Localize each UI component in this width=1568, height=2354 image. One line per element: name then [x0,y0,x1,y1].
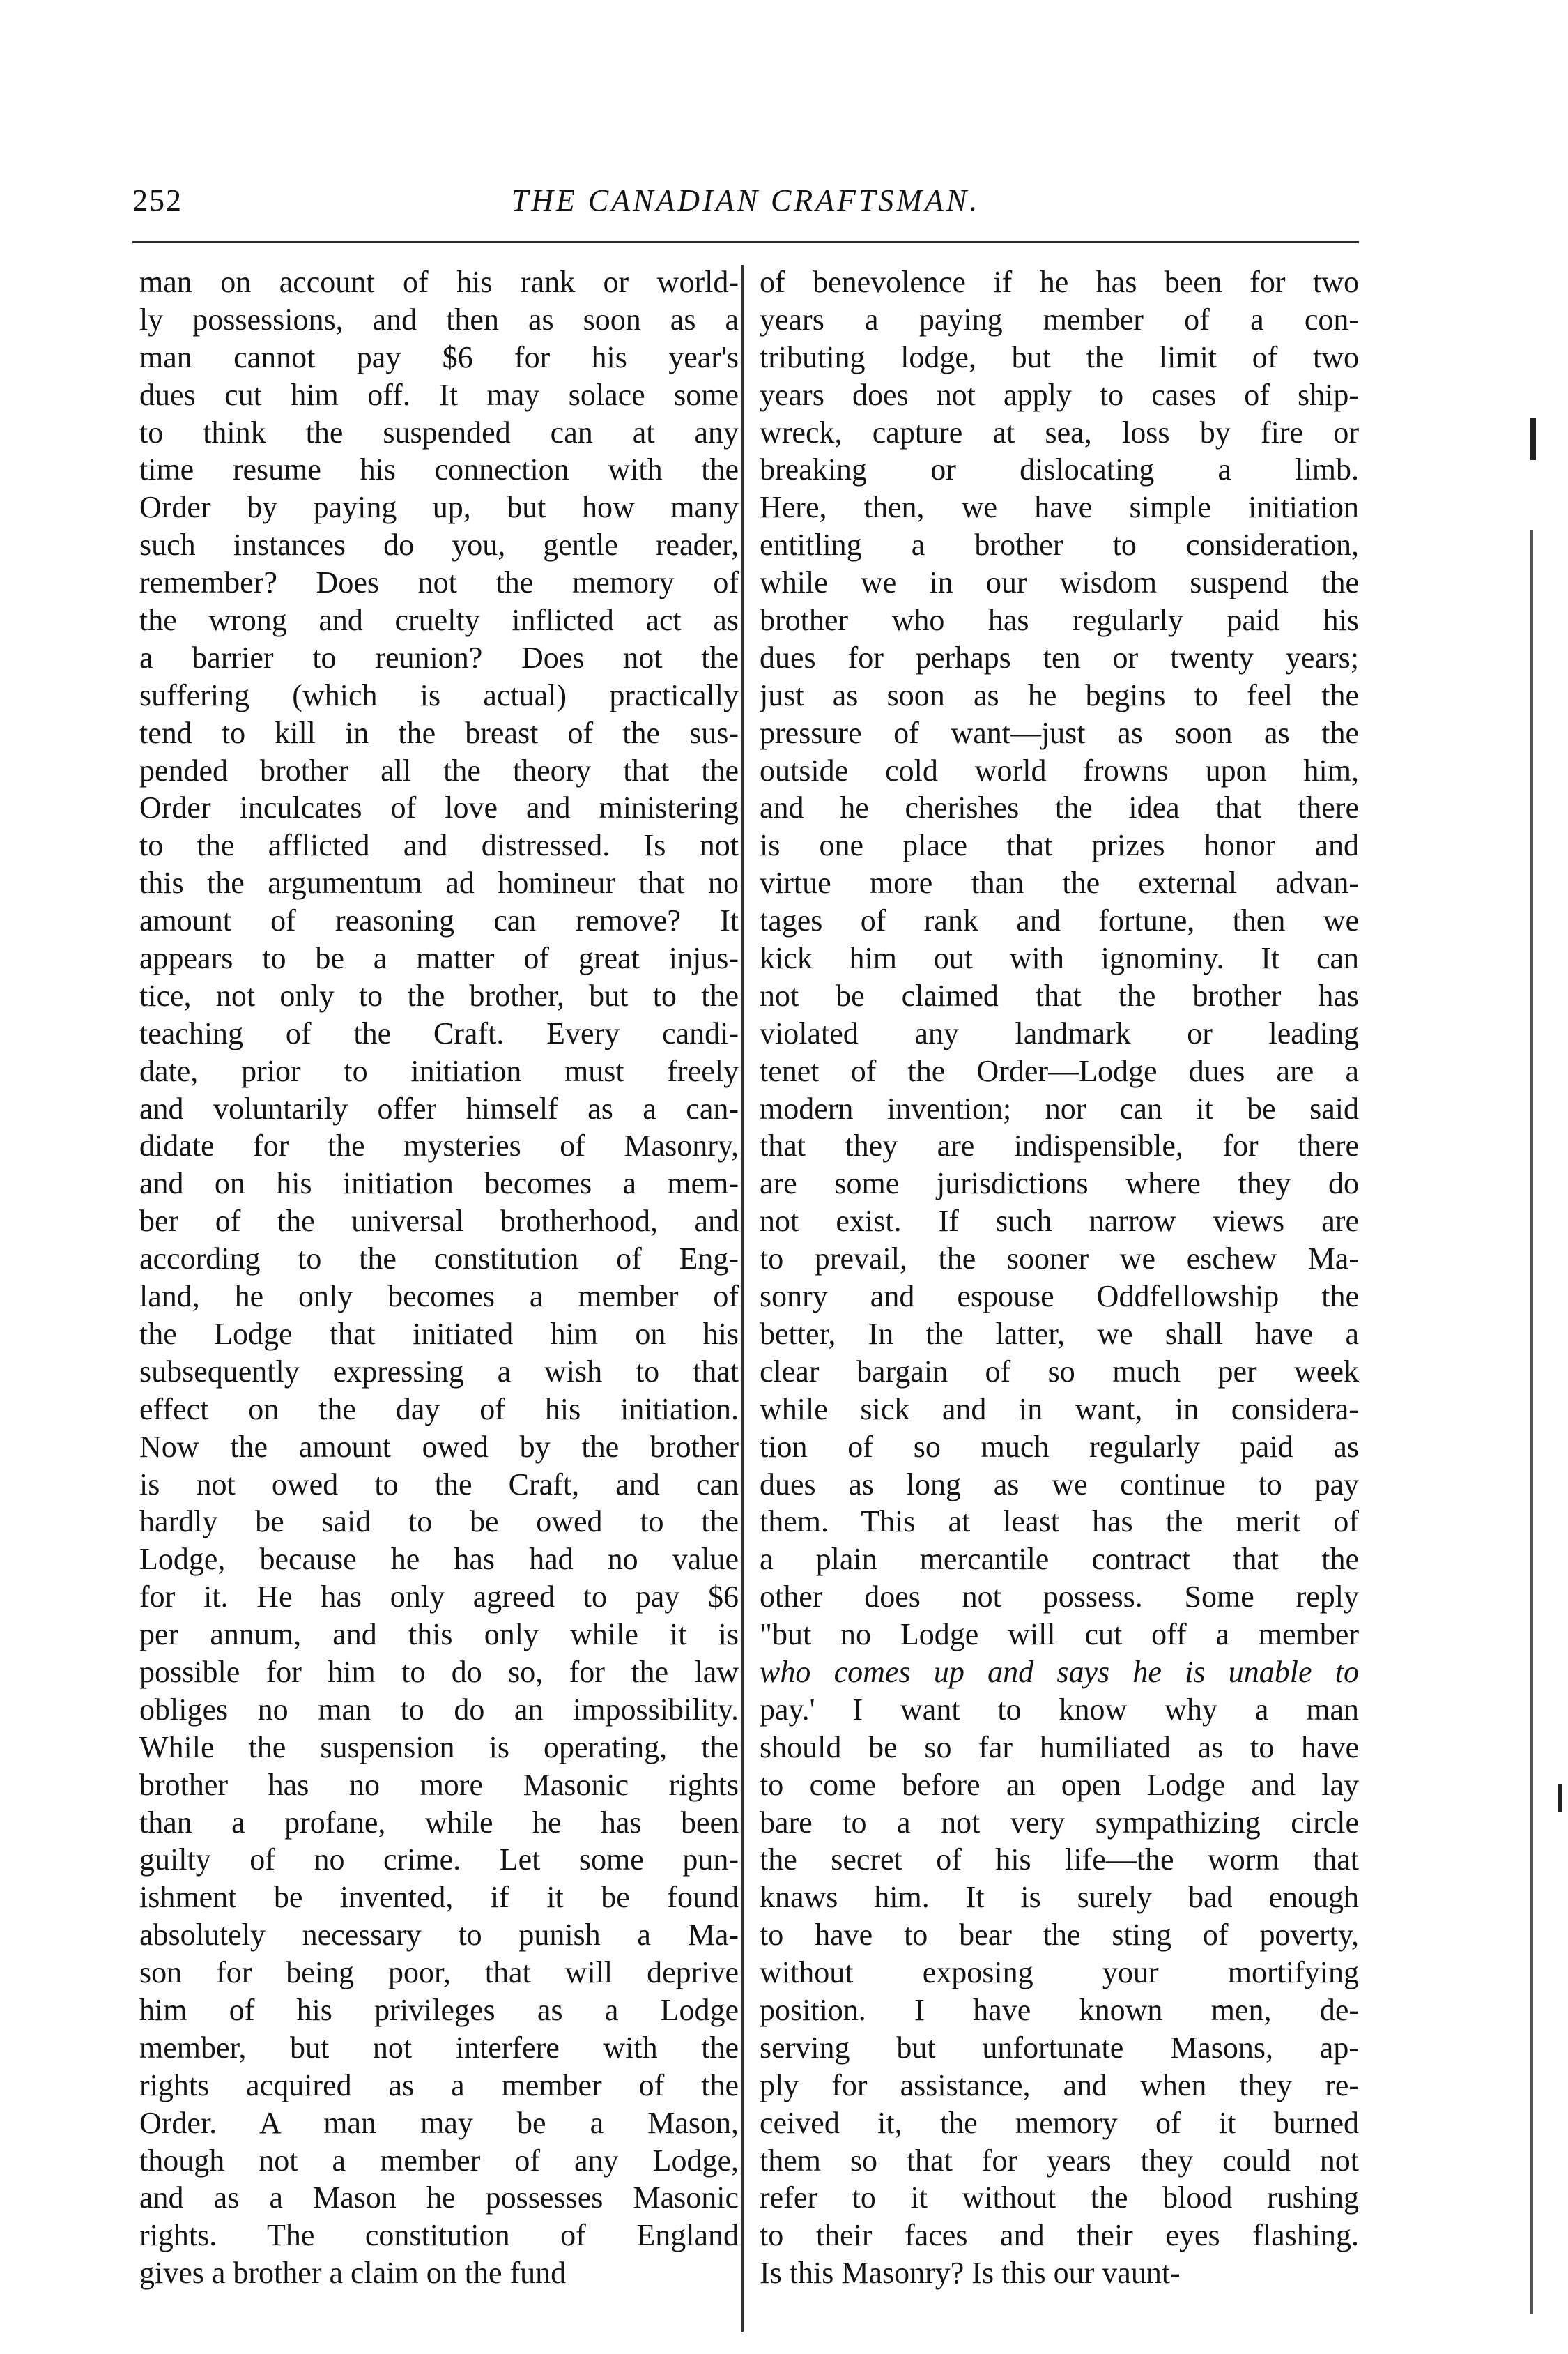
text-line: should be so far humiliated as to have [760,1729,1359,1764]
text-line: appears to be a matter of great injus- [139,941,739,976]
text-line: clear bargain of so much per week [760,1354,1359,1389]
text-line: years does not apply to cases of ship- [760,377,1359,412]
left-column [139,263,739,2292]
text-line: such instances do you, gentle reader, [139,528,739,563]
page-number: 252 [132,183,183,217]
text-line: the wrong and cruelty inflicted act as [139,603,739,638]
text-line: brother has no more Masonic rights [139,1767,739,1802]
text-line: while sick and in want, in considera- [760,1391,1359,1426]
text-line: better, In the latter, we shall have a [760,1316,1359,1351]
text-line: them. This at least has the merit of [760,1504,1359,1539]
text-line: him of his privileges as a Lodge [139,1992,739,2027]
text-line: Order. A man may be a Mason, [139,2105,739,2140]
text-line: dues for perhaps ten or twenty years; [760,640,1359,675]
text-line: to their faces and their eyes flashing. [760,2218,1359,2253]
text-line: violated any landmark or leading [760,1016,1359,1050]
text-line: suffering (which is actual) practically [139,678,739,712]
text-line: teaching of the Craft. Every candi- [139,1016,739,1050]
text-line: that they are indispensible, for there [760,1129,1359,1163]
text-line: obliges no man to do an impossibility. [139,1692,739,1727]
text-line: and as a Mason he possesses Masonic [139,2180,739,2215]
text-line: gives a brother a claim on the fund [139,2256,567,2291]
text-line: a plain mercantile contract that the [760,1542,1359,1577]
text-line: amount of reasoning can remove? It [139,903,739,938]
text-line: effect on the day of his initiation. [139,1391,739,1426]
text-line: serving but unfortunate Masons, ap- [760,2030,1359,2065]
text-line: this the argumentum ad homineur that no [139,866,739,901]
text-line: Here, then, we have simple initiation [760,490,1359,525]
text-line: remember? Does not the memory of [139,565,739,600]
text-line: to come before an open Lodge and lay [760,1767,1359,1802]
text-line: possible for him to do so, for the law [139,1654,739,1689]
text-line: ly possessions, and then as soon as a [139,302,739,337]
text-line: pressure of want—just as soon as the [760,715,1359,750]
margin-mark [1558,1784,1562,1812]
text-line: position. I have known men, de- [760,1992,1359,2027]
text-line: and he cherishes the idea that there [760,790,1359,825]
text-line: tenet of the Order—Lodge dues are a [760,1053,1359,1088]
text-line: pended brother all the theory that the [139,753,739,788]
text-line: man on account of his rank or world- [139,265,739,299]
text-line: ber of the universal brotherhood, and [139,1204,739,1239]
text-line: just as soon as he begins to feel the [760,678,1359,712]
header-rule [132,241,1359,243]
text-line: according to the constitution of Eng- [139,1241,739,1276]
text-line: to the afflicted and distressed. Is not [139,828,739,863]
text-line: While the suspension is operating, the [139,1729,739,1764]
text-line: them so that for years they could not [760,2143,1359,2178]
margin-mark [1530,530,1533,2314]
text-line: a barrier to reunion? Does not the [139,640,739,675]
text-line: member, but not interfere with the [139,2030,739,2065]
text-line: and on his initiation becomes a mem- [139,1166,739,1201]
text-line: tend to kill in the breast of the sus- [139,715,739,750]
text-line: son for being poor, that will deprive [139,1955,739,1990]
text-line: modern invention; nor can it be said [760,1091,1359,1126]
text-line: sonry and espouse Oddfellowship the [760,1279,1359,1314]
text-line: without exposing your mortifying [760,1955,1359,1990]
text-line: tice, not only to the brother, but to the [139,978,739,1013]
text-line: pay.' I want to know why a man [760,1692,1359,1727]
text-line: to think the suspended can at any [139,415,739,450]
text-line: land, he only becomes a member of [139,1279,739,1314]
text-line: rights. The constitution of England [139,2218,739,2253]
text-line: Order by paying up, but how many [139,490,739,525]
text-line: to prevail, the sooner we eschew Ma- [760,1241,1359,1276]
text-line: though not a member of any Lodge, [139,2143,739,2178]
text-line: rights acquired as a member of the [139,2068,739,2102]
text-line: dues as long as we continue to pay [760,1467,1359,1501]
text-line: didate for the mysteries of Masonry, [139,1129,739,1163]
text-line: Order inculcates of love and ministering [139,790,739,825]
text-line: "but no Lodge will cut off a member [760,1617,1359,1652]
text-line: and voluntarily offer himself as a can- [139,1091,739,1126]
text-line: of benevolence if he has been for two [760,265,1359,299]
text-line: virtue more than the external advan- [760,866,1359,901]
right-column [760,263,1359,2292]
text-line: not exist. If such narrow views are [760,1204,1359,1239]
text-line: dues cut him off. It may solace some [139,377,739,412]
text-line: are some jurisdictions where they do [760,1166,1359,1201]
text-line: the Lodge that initiated him on his [139,1316,739,1351]
text-line: refer to it without the blood rushing [760,2180,1359,2215]
text-line: time resume his connection with the [139,452,739,487]
text-line: is not owed to the Craft, and can [139,1467,739,1501]
column-divider [741,265,744,2332]
text-line: not be claimed that the brother has [760,978,1359,1013]
text-line: man cannot pay $6 for his year's [139,339,739,374]
text-line: date, prior to initiation must freely [139,1053,739,1088]
text-line: outside cold world frowns upon him, [760,753,1359,788]
text-line: ceived it, the memory of it burned [760,2105,1359,2140]
text-line: per annum, and this only while it is [139,1617,739,1652]
text-line: kick him out with ignominy. It can [760,941,1359,976]
text-line: Now the amount owed by the brother [139,1429,739,1464]
page-header [132,183,1359,231]
margin-mark [1530,418,1536,460]
running-title: THE CANADIAN CRAFTSMAN. [511,183,981,217]
text-line: who comes up and says he is unable to [760,1654,1359,1689]
text-line: brother who has regularly paid his [760,603,1359,638]
text-line: bare to a not very sympathizing circle [760,1805,1359,1840]
text-line: ishment be invented, if it be found [139,1880,739,1915]
text-line: Is this Masonry? Is this our vaunt- [760,2256,1181,2291]
text-line: years a paying member of a con- [760,302,1359,337]
text-line: tages of rank and fortune, then we [760,903,1359,938]
text-line: other does not possess. Some reply [760,1580,1359,1614]
text-line: knaws him. It is surely bad enough [760,1880,1359,1915]
text-line: ply for assistance, and when they re- [760,2068,1359,2102]
text-line: Lodge, because he has had no value [139,1542,739,1577]
text-line: entitling a brother to consideration, [760,528,1359,563]
text-line: tion of so much regularly paid as [760,1429,1359,1464]
text-line: than a profane, while he has been [139,1805,739,1840]
text-line: tributing lodge, but the limit of two [760,339,1359,374]
text-line: while we in our wisdom suspend the [760,565,1359,600]
text-line: the secret of his life—the worm that [760,1842,1359,1877]
text-line: absolutely necessary to punish a Ma- [139,1918,739,1952]
text-line: hardly be said to be owed to the [139,1504,739,1539]
text-line: to have to bear the sting of poverty, [760,1918,1359,1952]
text-line: guilty of no crime. Let some pun- [139,1842,739,1877]
text-line: breaking or dislocating a limb. [760,452,1359,487]
text-line: for it. He has only agreed to pay $6 [139,1580,739,1614]
text-line: wreck, capture at sea, loss by fire or [760,415,1359,450]
text-line: subsequently expressing a wish to that [139,1354,739,1389]
text-line: is one place that prizes honor and [760,828,1359,863]
